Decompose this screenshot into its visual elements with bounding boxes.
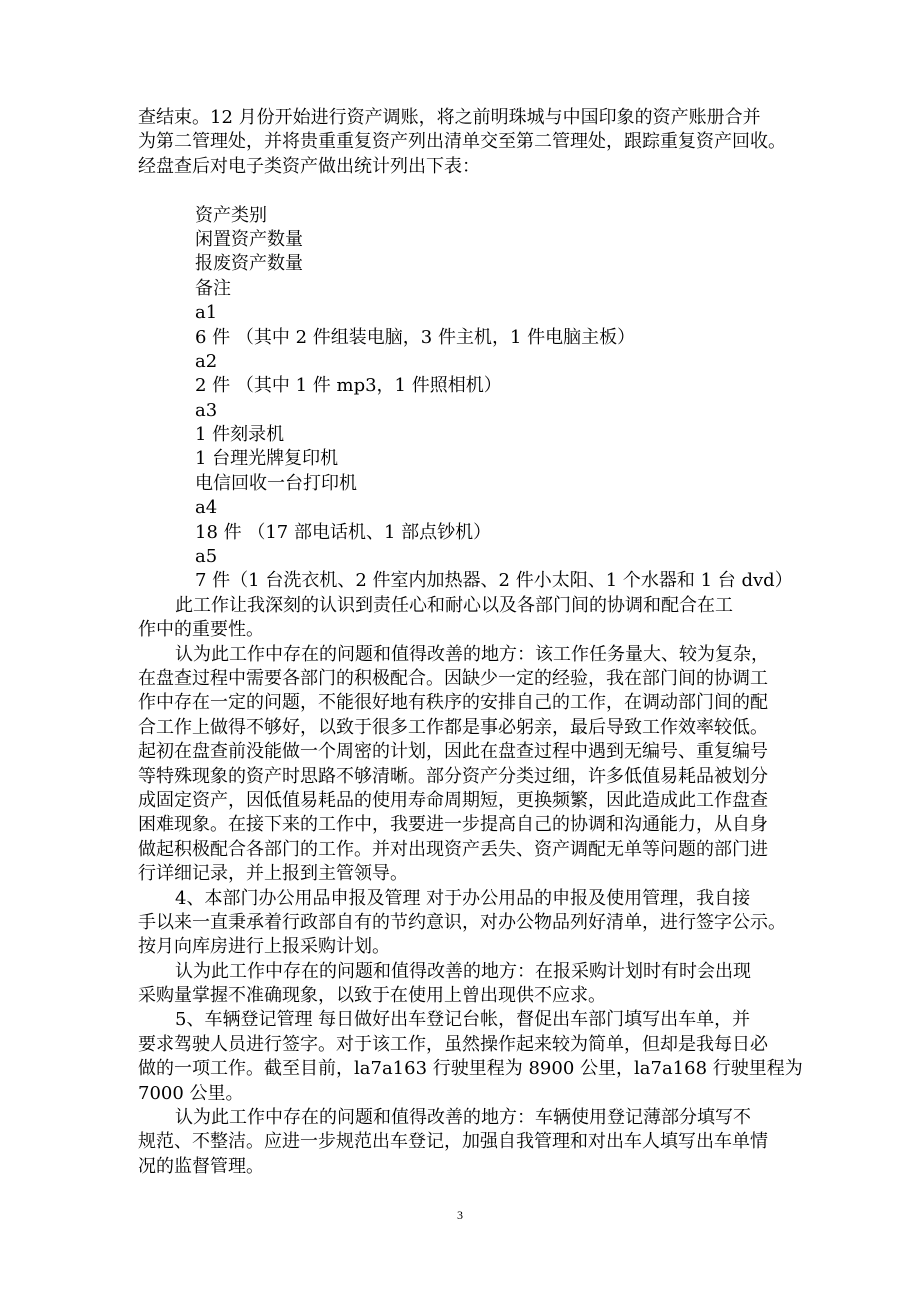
text-line: 况的监督管理。	[138, 1155, 264, 1177]
text-line: 此工作让我深刻的认识到责任心和耐心以及各部门间的协调和配合在工	[175, 594, 733, 616]
table-line: 2 件 （其中 1 件 mp3，1 件照相机）	[195, 375, 502, 397]
table-line: 备注	[195, 277, 231, 299]
table-line: a4	[195, 497, 218, 519]
table-line: 电信回收一台打印机	[195, 472, 357, 494]
text-line: 认为此工作中存在的问题和值得改善的地方：该工作任务量大、较为复杂，	[175, 643, 769, 665]
table-line: 闲置资产数量	[195, 228, 303, 250]
text-line: 行详细记录，并上报到主管领导。	[138, 863, 408, 885]
text-line: 做起积极配合各部门的工作。并对出现资产丢失、资产调配无单等问题的部门进	[138, 838, 768, 860]
table-line: 7 件（1 台洗衣机、2 件室内加热器、2 件小太阳、1 个水器和 1 台 dvd）	[195, 570, 793, 592]
text-line: 采购量掌握不准确现象，以致于在使用上曾出现供不应求。	[138, 985, 606, 1007]
text-line: 认为此工作中存在的问题和值得改善的地方：在报采购计划时有时会出现	[175, 960, 751, 982]
text-line: 手以来一直秉承着行政部自有的节约意识，对办公物品列好清单，进行签字公示。	[138, 911, 786, 933]
document-page	[138, 106, 803, 1179]
text-line: 认为此工作中存在的问题和值得改善的地方：车辆使用登记薄部分填写不	[175, 1107, 751, 1129]
text-line: 困难现象。在接下来的工作中，我要进一步提高自己的协调和沟通能力，从自身	[138, 814, 768, 836]
table-line: 6 件 （其中 2 件组装电脑，3 件主机，1 件电脑主板）	[195, 326, 636, 348]
body-text	[138, 594, 803, 1179]
text-line: 5、车辆登记管理 每日做好出车登记台帐，督促出车部门填写出车单，并	[175, 1009, 751, 1031]
text-line: 在盘查过程中需要各部门的积极配合。因缺少一定的经验，我在部门间的协调工	[138, 667, 768, 689]
text-line: 等特殊现象的资产时思路不够清晰。部分资产分类过细，许多低值易耗品被划分	[138, 765, 768, 787]
table-line: 18 件 （17 部电话机、1 部点钞机）	[195, 521, 492, 543]
asset-table-text	[138, 204, 793, 594]
text-line: 作中的重要性。	[138, 619, 264, 641]
text-line: 作中存在一定的问题，不能很好地有秩序的安排自己的工作，在调动部门间的配	[138, 692, 768, 714]
text-line: 合工作上做得不够好，以致于很多工作都是事必躬亲，最后导致工作效率较低。	[138, 716, 768, 738]
text-line: 按月向库房进行上报采购计划。	[138, 936, 390, 958]
table-line: a3	[195, 399, 218, 421]
table-line: 报废资产数量	[195, 253, 303, 275]
text-line: 为第二管理处，并将贵重重复资产列出清单交至第二管理处，跟踪重复资产回收。	[138, 131, 786, 153]
text-line: 规范、不整洁。应进一步规范出车登记，加强自我管理和对出车人填写出车单情	[138, 1131, 768, 1153]
table-line: a5	[195, 546, 218, 568]
table-line: 资产类别	[195, 204, 267, 226]
table-line: 1 件刻录机	[195, 424, 285, 446]
paragraph-gap	[138, 179, 788, 203]
text-line: 做的一项工作。截至目前，la7a163 行驶里程为 8900 公里，la7a168 行驶里程为	[138, 1058, 803, 1080]
text-line: 7000 公里。	[138, 1082, 244, 1104]
text-line: 起初在盘查前没能做一个周密的计划，因此在盘查过程中遇到无编号、重复编号	[138, 741, 768, 763]
page-number: 3	[457, 1208, 463, 1222]
text-line: 查结束。12 月份开始进行资产调账，将之前明珠城与中国印象的资产账册合并	[138, 107, 761, 128]
table-line: 1 台理光牌复印机	[195, 448, 339, 470]
intro-paragraph	[138, 106, 788, 179]
text-line: 成固定资产，因低值易耗品的使用寿命周期短，更换频繁，因此造成此工作盘查	[138, 789, 768, 811]
table-line: a1	[195, 302, 218, 324]
text-line: 要求驾驶人员进行签字。对于该工作，虽然操作起来较为简单，但却是我每日必	[138, 1033, 768, 1055]
table-line: a2	[195, 350, 218, 372]
text-line: 4、本部门办公用品申报及管理 对于办公用品的申报及使用管理，我自接	[175, 887, 751, 909]
text-line: 经盘查后对电子类资产做出统计列出下表：	[138, 155, 480, 177]
